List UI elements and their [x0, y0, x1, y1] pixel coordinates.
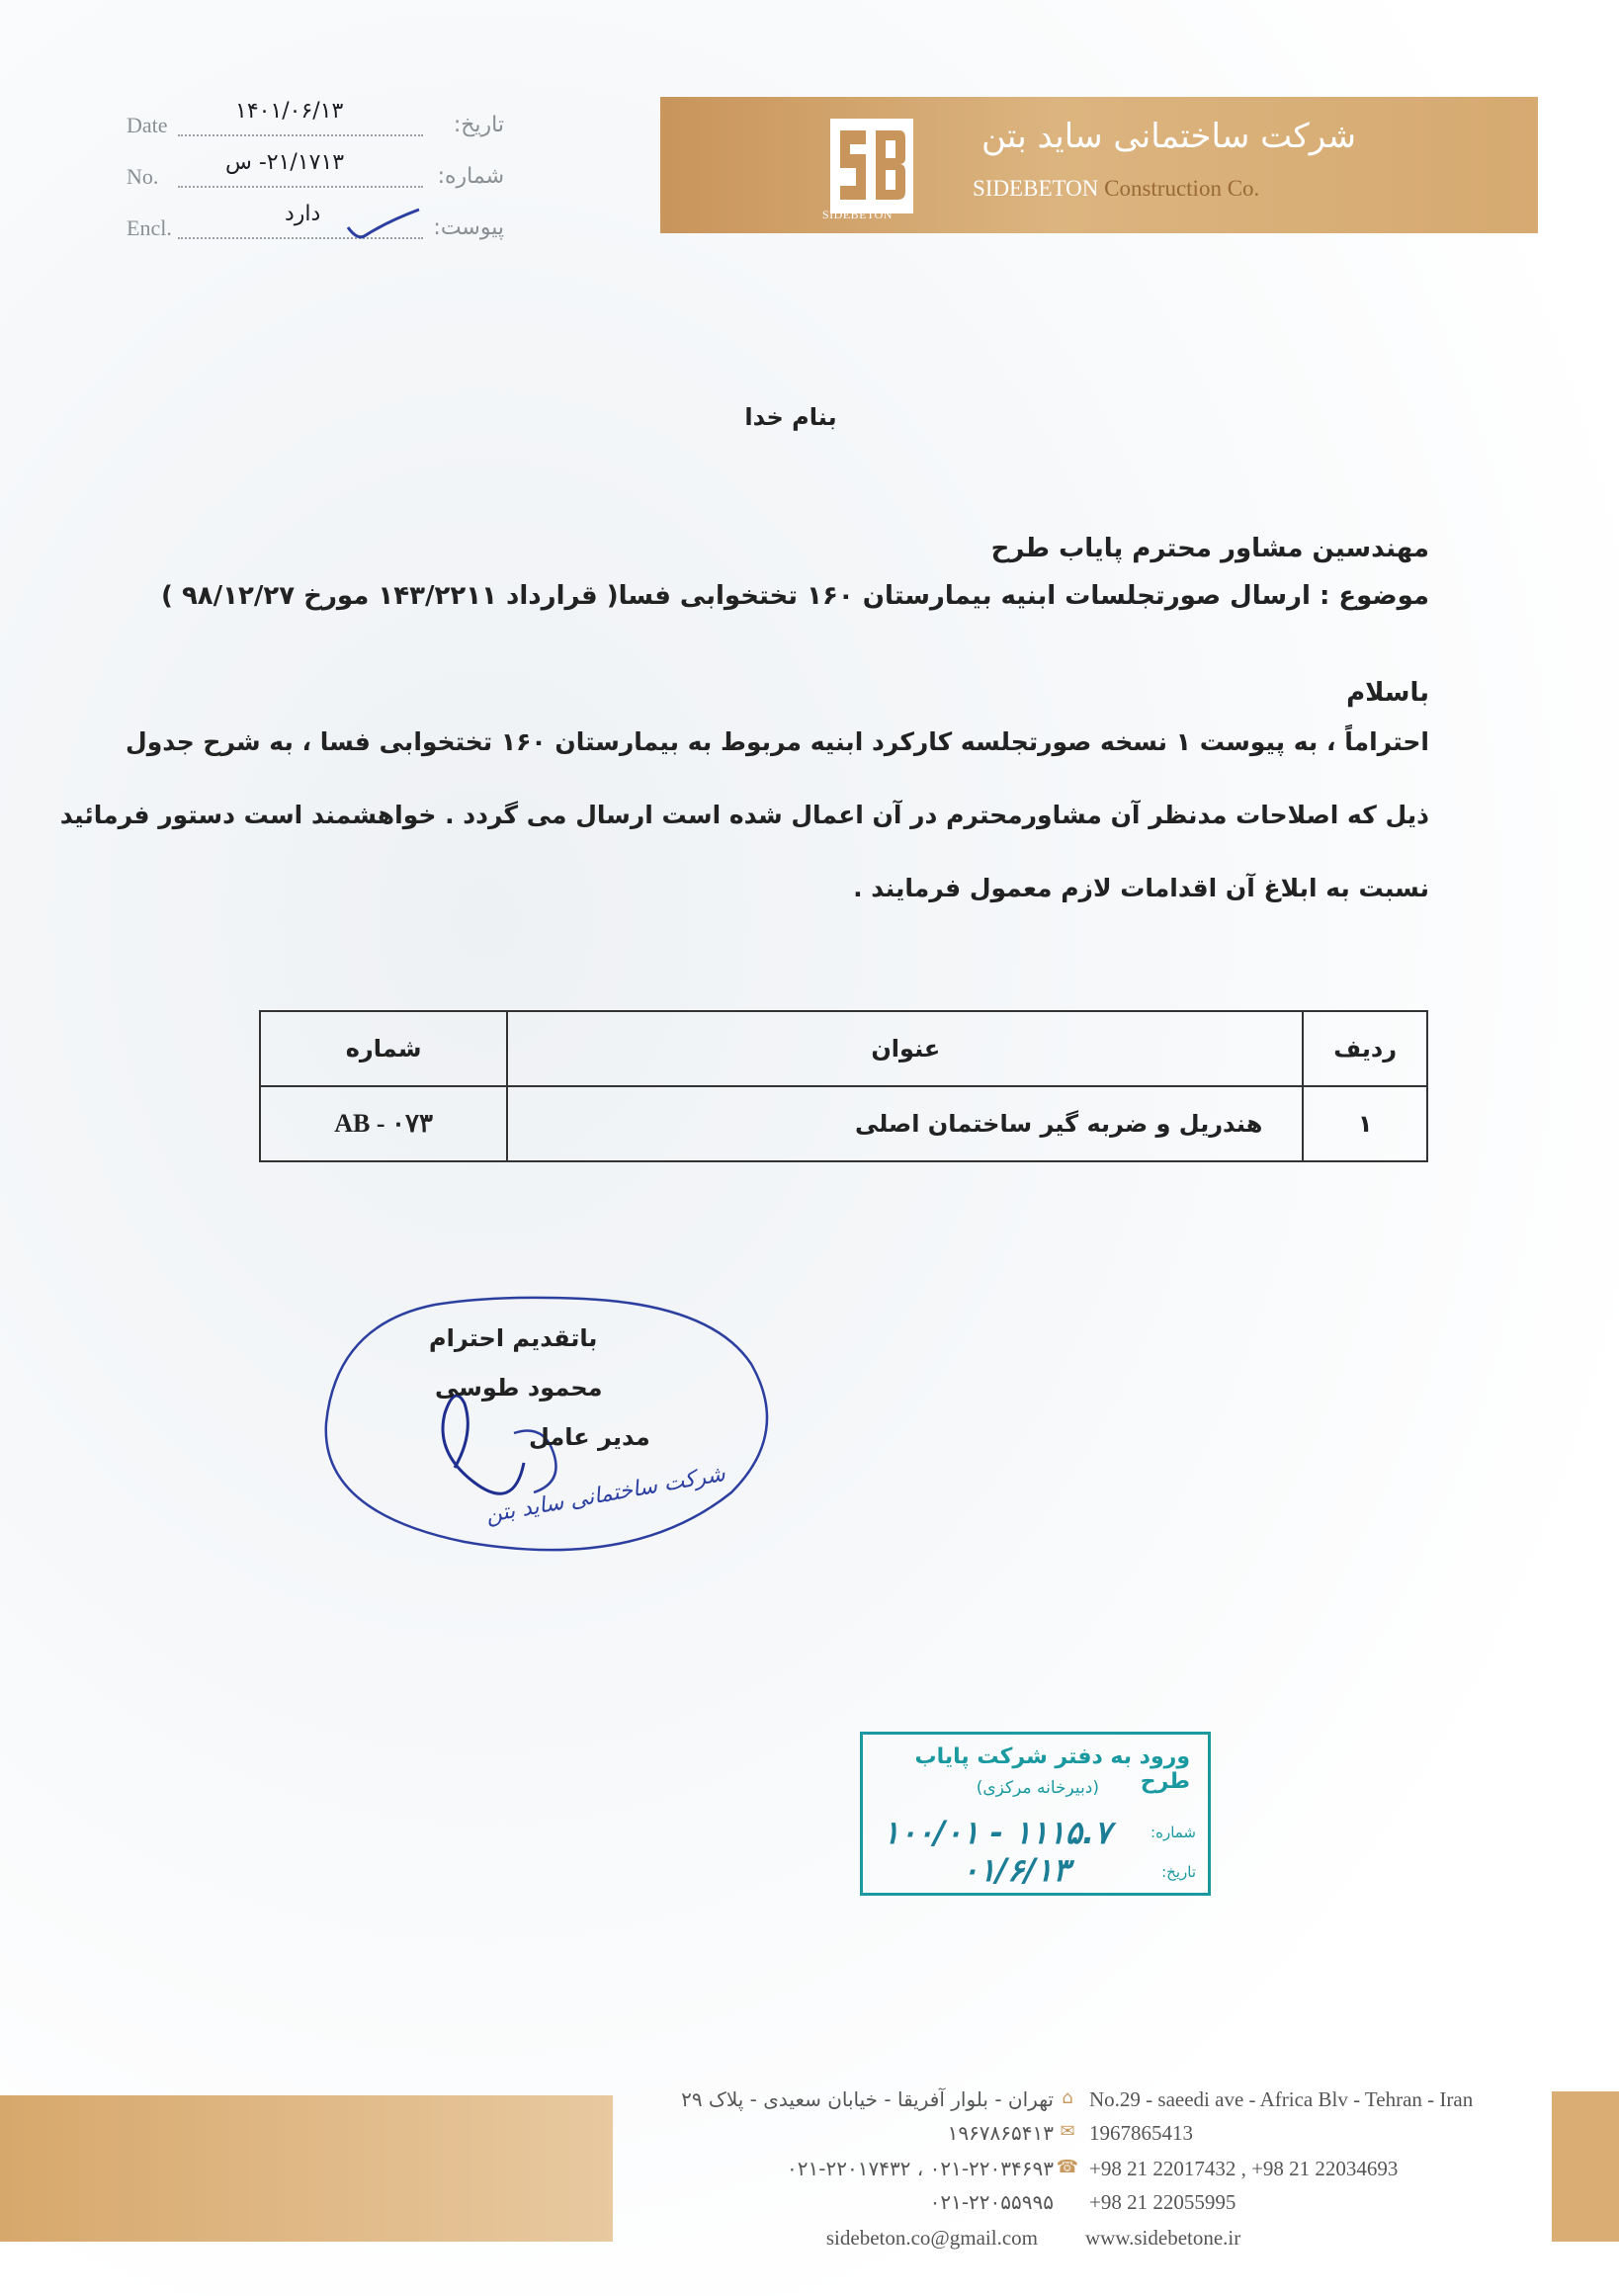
cell-row-number: ۱ — [1303, 1086, 1427, 1161]
cell-number: AB - ۰۷۳ — [260, 1086, 507, 1161]
home-icon: ⌂ — [1062, 2087, 1073, 2108]
items-table — [259, 1010, 1428, 1162]
footer-postal-en: 1967865413 — [1089, 2121, 1193, 2145]
company-name-fa: شرکت ساختمانی ساید بتن — [981, 117, 1356, 156]
number-row — [127, 150, 502, 202]
number-label-fa: شماره: — [437, 164, 504, 189]
logo-caption: SIDEBETON — [822, 208, 893, 221]
greeting: باسلام — [1346, 678, 1429, 708]
letterhead-brand-bar — [660, 97, 1538, 233]
letter-meta — [127, 99, 502, 253]
footer-brand-bar-left — [0, 2095, 613, 2242]
cell-title: هندریل و ضربه گیر ساختمان اصلی — [507, 1086, 1303, 1161]
footer-phones-en: +98 21 22017432 , +98 21 22034693 — [1089, 2157, 1399, 2180]
signature-closing: باتقدیم احترام — [429, 1324, 598, 1352]
body-paragraph-line-1: احتراماً ، به پیوست ۱ نسخه صورتجلسه کارکرد ابنیه مربوط به بیمارستان ۱۶۰ تختخوابی فسا ، به شرح جدول — [126, 727, 1429, 756]
table-row — [260, 1086, 1427, 1161]
date-label-fa: تاریخ: — [453, 113, 504, 137]
number-label-en: No. — [127, 164, 159, 189]
footer-fax-fa: ۰۲۱-۲۲۰۵۵۹۹۵ — [929, 2190, 1054, 2214]
check-mark-icon — [344, 206, 423, 245]
encl-label-fa: پیوست: — [433, 215, 504, 240]
subject-line: موضوع : ارسال صورتجلسات ابنیه بیمارستان ۱۶۰ تختخوابی فسا( قرارداد ۱۴۳/۲۲۱۱ مورخ ۹۸/۱۲/۲۷ ) — [161, 581, 1429, 611]
date-row — [127, 99, 502, 150]
encl-label-en: Encl. — [127, 215, 172, 240]
basmala: بنام خدا — [744, 403, 837, 431]
stamp-title: ورود به دفتر شرکت پایاب طرح — [914, 1744, 1190, 1794]
footer-phones-fa: ۰۲۱-۲۲۰۳۴۶۹۳ ، ۰۲۱-۲۲۰۱۷۴۳۲ — [787, 2157, 1054, 2180]
body-paragraph-line-3: نسبت به ابلاغ آن اقدامات لازم معمول فرمایند . — [853, 874, 1429, 902]
addressee: مهندسین مشاور محترم پایاب طرح — [990, 534, 1429, 563]
company-name-en-sub: Construction Co. — [1104, 176, 1260, 201]
signatory-name: محمود طوسی — [435, 1374, 603, 1402]
stamp-number-label: شماره: — [1150, 1824, 1196, 1841]
enclosure-row — [127, 202, 502, 253]
footer-brand-bar-right — [1552, 2091, 1619, 2242]
stamp-subtitle: (دبیرخانه مرکزی) — [976, 1778, 1099, 1798]
stamp-date-label: تاریخ: — [1161, 1863, 1196, 1881]
receipt-stamp — [860, 1732, 1211, 1896]
header-row-number: ردیف — [1303, 1011, 1427, 1086]
date-dotted-line — [178, 134, 423, 136]
postal-icon: ✉ — [1060, 2121, 1075, 2142]
company-name-en — [973, 176, 1259, 202]
encl-value: دارد — [285, 202, 321, 226]
footer-postal-fa: ۱۹۶۷۸۶۵۴۱۳ — [947, 2121, 1054, 2145]
body-paragraph-line-2: ذیل که اصلاحات مدنظر آن مشاورمحترم در آن اعمال شده است ارسال می گردد . خواهشمند است دستور فرمائید — [59, 801, 1429, 829]
date-label-en: Date — [127, 113, 168, 137]
footer-fax-en: +98 21 22055995 — [1089, 2190, 1236, 2214]
header-title: عنوان — [507, 1011, 1303, 1086]
company-seal-text: شرکت ساختمانی ساید بتن — [483, 1461, 727, 1529]
table-header-row — [260, 1011, 1427, 1086]
number-dotted-line — [178, 186, 423, 188]
footer-email[interactable]: sidebeton.co@gmail.com — [825, 2226, 1038, 2250]
number-value: ۲۱/۱۷۱۳- س — [225, 150, 345, 175]
phone-icon: ☎ — [1056, 2157, 1079, 2177]
date-value: ۱۴۰۱/۰۶/۱۳ — [235, 99, 344, 124]
stamp-number-value: ۱۰۰/۰۱ - ۱۱۱۵.۷ — [883, 1814, 1112, 1851]
signatory-position: مدیر عامل — [529, 1423, 650, 1451]
footer-website[interactable]: www.sidebetone.ir — [1085, 2226, 1241, 2250]
header-number: شماره — [260, 1011, 507, 1086]
stamp-date-value: ۰۱/۶/۱۳ — [962, 1851, 1070, 1889]
company-name-en-main: SIDEBETON — [973, 176, 1099, 201]
footer-address-fa: تهران - بلوار آفریقا - خیابان سعیدی - پلاک ۲۹ — [681, 2087, 1054, 2111]
footer-address-en: No.29 - saeedi ave - Africa Blv - Tehran - Iran — [1089, 2087, 1474, 2111]
